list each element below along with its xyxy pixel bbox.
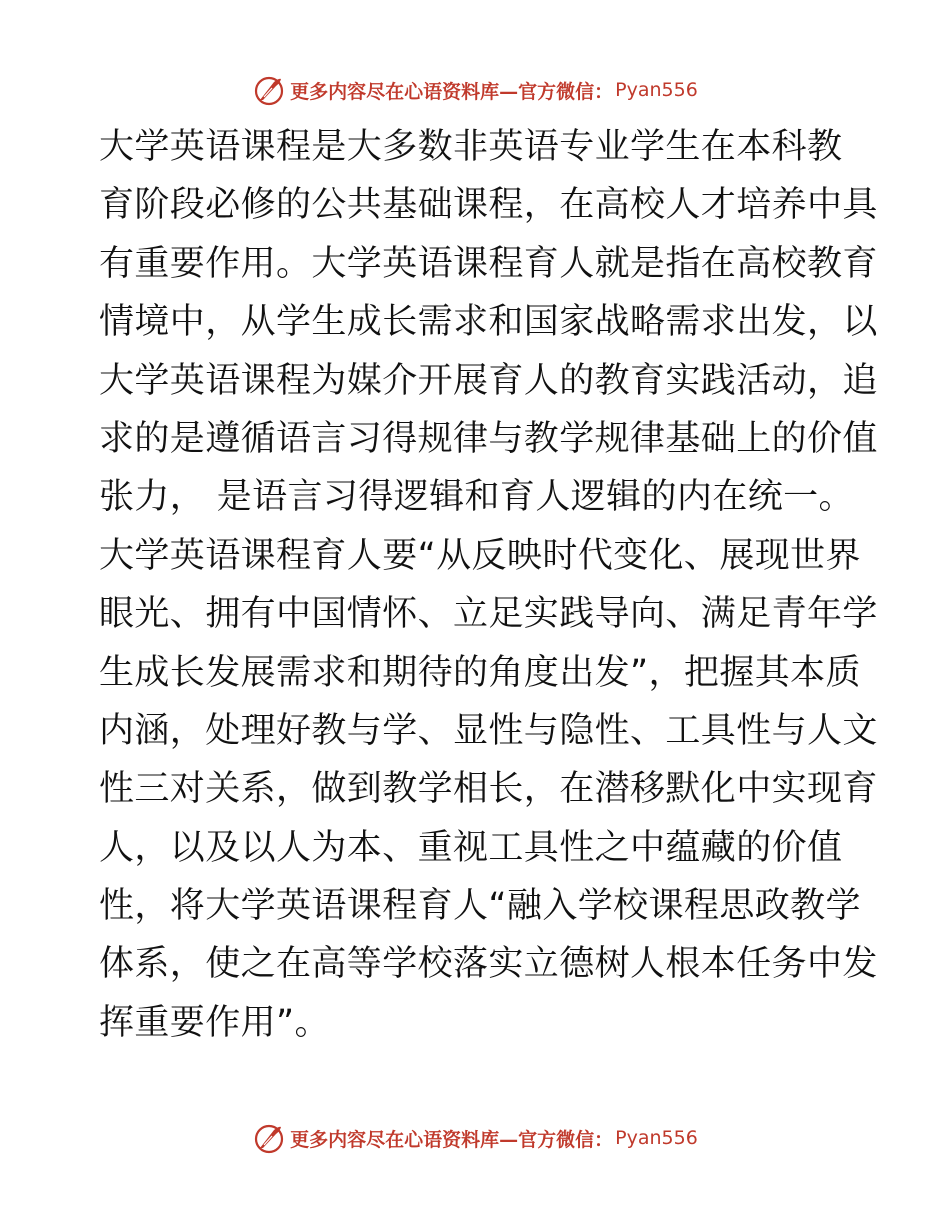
document-line: 眼光、拥有中国情怀、立足实践导向、满足青年学 — [99, 594, 878, 635]
document-line: 情境中，从学生成长需求和国家战略需求出发，以 — [99, 302, 878, 343]
header-banner — [0, 70, 950, 110]
document-line: 育阶段必修的公共基础课程，在高校人才培养中具 — [99, 185, 878, 226]
footer-banner-content — [252, 1121, 698, 1155]
document-line: 大学英语课程是大多数非英语专业学生在本科教 — [99, 127, 843, 167]
footer-banner-text: 更多内容尽在心语资料库—官方微信： — [290, 1128, 614, 1151]
document-line: 大学英语课程为媒介开展育人的教育实践活动，追 — [99, 360, 878, 401]
footer-banner — [0, 1118, 950, 1158]
document-line: 张力， 是语言习得逻辑和育人逻辑的内在统一。 — [99, 477, 854, 518]
document-line: 人，以及以人为本、重视工具性之中蕴藏的价值 — [99, 827, 843, 868]
document-line: 性三对关系，做到教学相长，在潜移默化中实现育 — [99, 769, 878, 810]
document-body — [99, 118, 878, 1052]
document-line: 求的是遵循语言习得规律与教学规律基础上的价值 — [99, 418, 878, 459]
header-banner-wechat-id: Pyan556 — [615, 79, 698, 101]
document-line: 生成长发展需求和期待的角度出发”，把握其本质 — [99, 652, 861, 693]
footer-banner-wechat-id: Pyan556 — [615, 1127, 698, 1149]
document-line: 挥重要作用”。 — [99, 1002, 330, 1043]
header-banner-content — [252, 73, 698, 107]
document-line: 大学英语课程育人要“从反映时代变化、展现世界 — [99, 535, 861, 576]
quill-logo-icon — [252, 73, 286, 107]
document-line: 性，将大学英语课程育人“融入学校课程思政教学 — [99, 886, 861, 927]
header-banner-text: 更多内容尽在心语资料库—官方微信： — [290, 80, 614, 103]
document-line: 内涵，处理好教与学、显性与隐性、工具性与人文 — [99, 710, 878, 751]
document-line: 体系，使之在高等学校落实立德树人根本任务中发 — [99, 944, 878, 985]
quill-logo-icon — [252, 1121, 286, 1155]
document-line: 有重要作用。大学英语课程育人就是指在高校教育 — [99, 243, 878, 284]
